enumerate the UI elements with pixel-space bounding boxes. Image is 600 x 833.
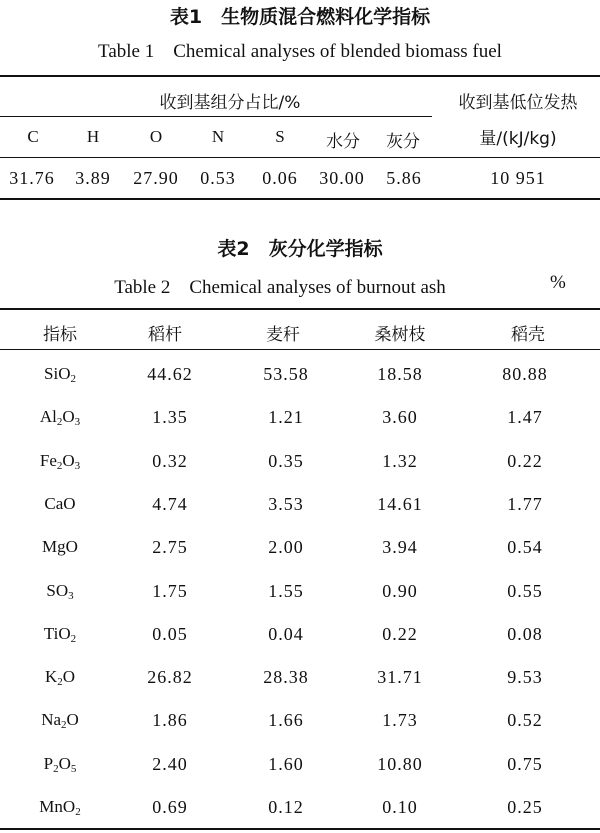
table2-header-indicator: 指标 [43,325,77,345]
table2-cell: 1.35 [152,407,188,427]
table2-cell: 1.47 [507,407,543,427]
table2-cell: 1.21 [268,407,304,427]
table2-cell: 2.40 [152,754,188,774]
table1-value-o: 27.90 [133,168,179,188]
table2-header-wheat-straw: 麦秆 [266,325,300,345]
table1-value-c: 31.76 [9,168,55,188]
table2-cell: 0.52 [507,710,543,730]
table2-header-mulberry: 桑树枝 [374,325,426,345]
table2-cell: 3.60 [382,407,418,427]
table2-cell: 0.10 [382,797,418,817]
table2-header-rice-straw: 稻杆 [148,325,182,345]
table2-row-indicator: $Fe_2O_3$ [39,451,81,472]
table1-header-rule [0,157,600,158]
table2-title-cn: 表2 灰分化学指标 [217,238,383,260]
table2-row-indicator: $P_2O_5$ [43,754,77,775]
table2-row-indicator: TiO$_2$ [43,624,77,645]
table2-cell: 0.75 [507,754,543,774]
table2-row-indicator: CaO [44,494,76,513]
table2-cell: 1.32 [382,451,418,471]
table1-value-heat: 10 951 [490,168,546,188]
table2-cell: 0.08 [507,624,543,644]
table2-cell: 0.25 [507,797,543,817]
table2-cell: 2.00 [268,537,304,557]
table1-col-n: N [211,127,225,146]
table2-cell: 18.58 [377,364,423,384]
table1-heat-header-line2: 量/(kJ/kg) [479,129,557,149]
table1-col-c: C [27,127,39,146]
table1-title-en: Table 1 Chemical analyses of blended biomass fuel [98,41,502,62]
table2-cell: 0.05 [152,624,188,644]
table2-top-rule [0,308,600,310]
table1-group-rule [0,116,432,117]
table1-col-moisture: 水分 [326,132,360,152]
table2-row-indicator: $SO_3$ [46,581,74,602]
table1-value-s: 0.06 [262,168,298,188]
table2-header-rice-husk: 稻壳 [511,325,545,345]
table2-cell: 1.86 [152,710,188,730]
table2-cell: 14.61 [377,494,423,514]
table2-cell: 1.55 [268,581,304,601]
table1-col-o: O [149,127,163,146]
table2-bottom-rule [0,828,600,830]
table2-header-rule [0,349,600,350]
table2-cell: 0.35 [268,451,304,471]
table2-row-indicator: SiO$_2$ [44,364,76,385]
table2-cell: 1.60 [268,754,304,774]
table2-cell: 1.66 [268,710,304,730]
table2-title-en: Table 2 Chemical analyses of burnout ash [114,277,446,298]
table1-value-moisture: 30.00 [319,168,365,188]
table2-cell: 0.32 [152,451,188,471]
table2-cell: 80.88 [502,364,548,384]
table2-cell: 31.71 [377,667,423,687]
table2-cell: 0.69 [152,797,188,817]
table2-row-indicator: $K_2O$ [44,667,76,688]
table2-cell: 3.94 [382,537,418,557]
table2-cell: 3.53 [268,494,304,514]
table2-cell: 2.75 [152,537,188,557]
table1-heat-header-line1: 收到基低位发热 [458,93,578,113]
table1-bottom-rule [0,198,600,200]
table2-row-indicator: $Al_2O_3$ [39,407,81,428]
table2-cell: 0.55 [507,581,543,601]
table1-col-h: H [86,127,100,146]
table2-cell: 0.04 [268,624,304,644]
table2-cell: 10.80 [377,754,423,774]
table1-value-ash: 5.86 [386,168,422,188]
table2-cell: 9.53 [507,667,543,687]
table1-top-rule [0,75,600,77]
table2-cell: 4.74 [152,494,188,514]
table1-group-header: 收到基组分占比/% [159,93,301,113]
table2-cell: 28.38 [263,667,309,687]
table2-cell: 1.75 [152,581,188,601]
table2-cell: 0.12 [268,797,304,817]
table2-cell: 44.62 [147,364,193,384]
table2-cell: 26.82 [147,667,193,687]
table2-row-indicator: MgO [42,537,78,556]
table1-col-s: S [275,127,285,146]
table1-title-cn: 表1 生物质混合燃料化学指标 [169,6,431,28]
table2-cell: 0.22 [382,624,418,644]
table2-cell: 0.90 [382,581,418,601]
table2-row-indicator: $Na_2O$ [41,710,79,731]
table2-cell: 1.77 [507,494,543,514]
table2-unit: % [550,272,566,293]
table2-cell: 1.73 [382,710,418,730]
table2-row-indicator: MnO$_2$ [39,797,81,818]
table2-cell: 0.22 [507,451,543,471]
table1-col-ash: 灰分 [386,132,420,152]
table2-cell: 0.54 [507,537,543,557]
table1-value-n: 0.53 [200,168,236,188]
table1-value-h: 3.89 [75,168,111,188]
table2-cell: 53.58 [263,364,309,384]
